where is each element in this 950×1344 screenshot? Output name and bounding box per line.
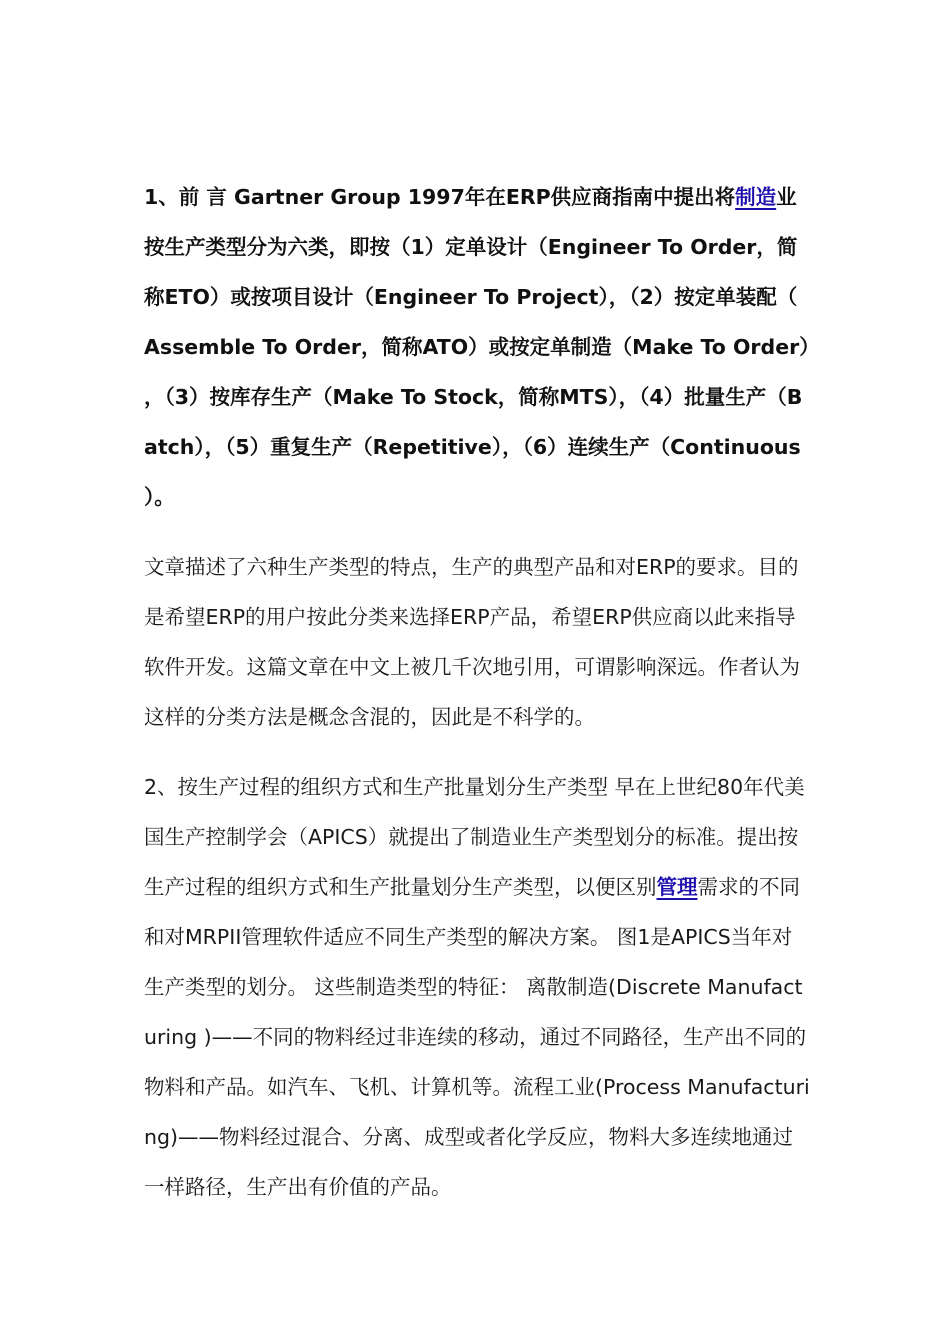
apics-text-start: 2、按生产过程的组织方式和生产批量划分生产类型 早在上世纪80年代美国生产控制学会（APICS）就提出了制造业生产类型划分的标准。提出按生产过程的组织方式和生产批量划分生产类型，以便区别: [144, 775, 805, 899]
document-body: [144, 172, 810, 1212]
apics-text-rest: 需求的不同和对MRPII管理软件适应不同生产类型的解决方案。 图1是APICS当年对生产类型的划分。 这些制造类型的特征： 离散制造(Discrete Manufacturing )——不同的物料经过非连续的移动，通过不同路径，生产出不同的物料和产品。如汽车、飞机、计算机等。流程工业(Process Manufacturing)——物料经过混合、分离、成型或者化学反应，物料大多连续地通过一样路径，生产出有价值的产品。: [144, 875, 810, 1199]
description-text: 文章描述了六种生产类型的特点，生产的典型产品和对ERP的要求。目的是希望ERP的用户按此分类来选择ERP产品，希望ERP供应商以此来指导软件开发。这篇文章在中文上被几千次地引用，可谓影响深远。作者认为这样的分类方法是概念含混的，因此是不科学的。: [144, 555, 800, 729]
manufacturing-link[interactable]: 制造: [735, 185, 777, 209]
intro-paragraph: [144, 172, 810, 522]
apics-paragraph: [144, 762, 810, 1212]
intro-text-rest: 业按生产类型分为六类，即按（1）定单设计（Engineer To Order，简称ETO）或按项目设计（Engineer To Project），（2）按定单装配（Assemble To Order，简称ATO）或按定单制造（Make To Order），（3）按库存生产（Make To Stock，简称MTS），（4）批量生产（Batch），（5）重复生产（Repetitive），（6）连续生产（Continuous）。: [144, 185, 810, 509]
intro-text-start: 1、前 言 Gartner Group 1997年在ERP供应商指南中提出将: [144, 185, 736, 209]
management-link[interactable]: 管理: [656, 875, 698, 899]
description-paragraph: [144, 542, 810, 742]
